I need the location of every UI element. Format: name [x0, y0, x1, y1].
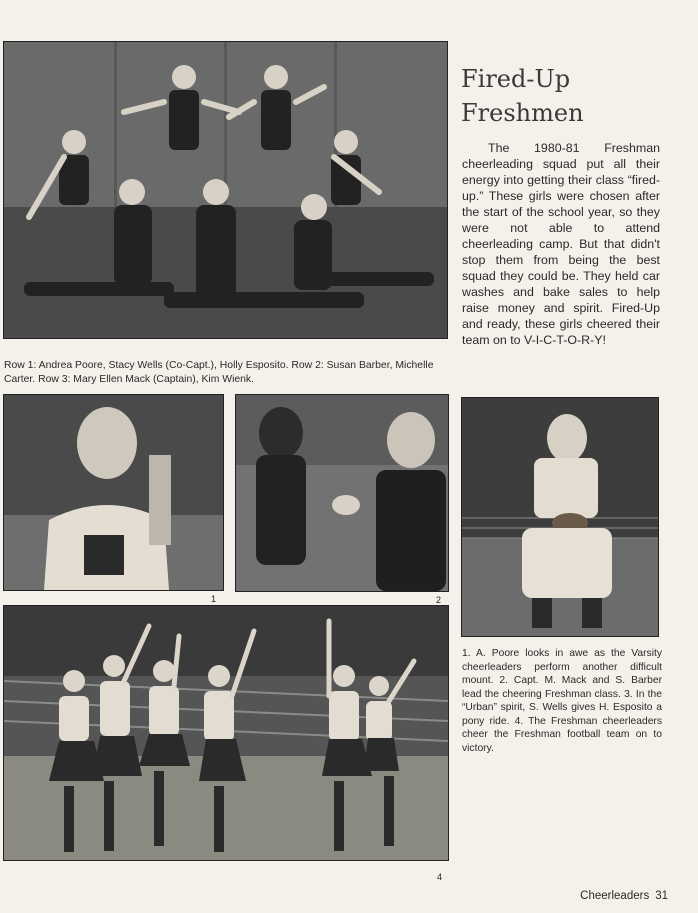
title-line-2: Freshmen [461, 99, 584, 127]
page-number: 31 [655, 890, 668, 902]
photo-3-art [462, 398, 658, 636]
group-photo [3, 41, 448, 339]
photo-4-number: 4 [437, 872, 443, 882]
article-title [461, 62, 686, 130]
group-photo-caption: Row 1: Andrea Poore, Stacy Wells (Co-Capt.), Holly Esposito. Row 2: Susan Barber, Michelle Carter. Row 3: Mary Ellen Mack (Captain), Kim Wienk. [4, 360, 434, 385]
photo-1 [3, 394, 224, 591]
title-line-1: Fired-Up [461, 65, 571, 93]
page-footer [580, 890, 668, 902]
photo-captions: 1. A. Poore looks in awe as the Varsity cheerleaders perform another difficult mount. 2. Capt. M. Mack and S. Barber lead the cheering Freshman class. 3. In the “Urban” spirit, S. Wells gives H. Esposito a pony ride. 4. The Freshman cheerleaders cheer the Freshman football team on to victory. [462, 648, 662, 754]
photo-4-art [4, 606, 448, 860]
group-photo-art [4, 42, 447, 338]
article-body: The 1980-81 Freshman cheerleading squad put all their energy into getting their class “fired-up.” These girls were chosen after the start of the school year, so they were not able to attend cheerleading camp. But that didn't stop them from being the best squad they could be. They held car washes and bake sales to help raise money and spirit. Fired-Up and ready, these girls cheered their team on to V-I-C-T-O-R-Y! [462, 141, 660, 347]
photo-1-art [4, 395, 223, 590]
photo-1-number: 1 [211, 594, 217, 604]
footer-section: Cheerleaders [580, 890, 650, 902]
photo-2 [235, 394, 449, 592]
photo-2-art [236, 395, 448, 591]
photo-3 [461, 397, 659, 637]
photo-2-number: 2 [436, 595, 442, 605]
photo-4 [3, 605, 449, 861]
